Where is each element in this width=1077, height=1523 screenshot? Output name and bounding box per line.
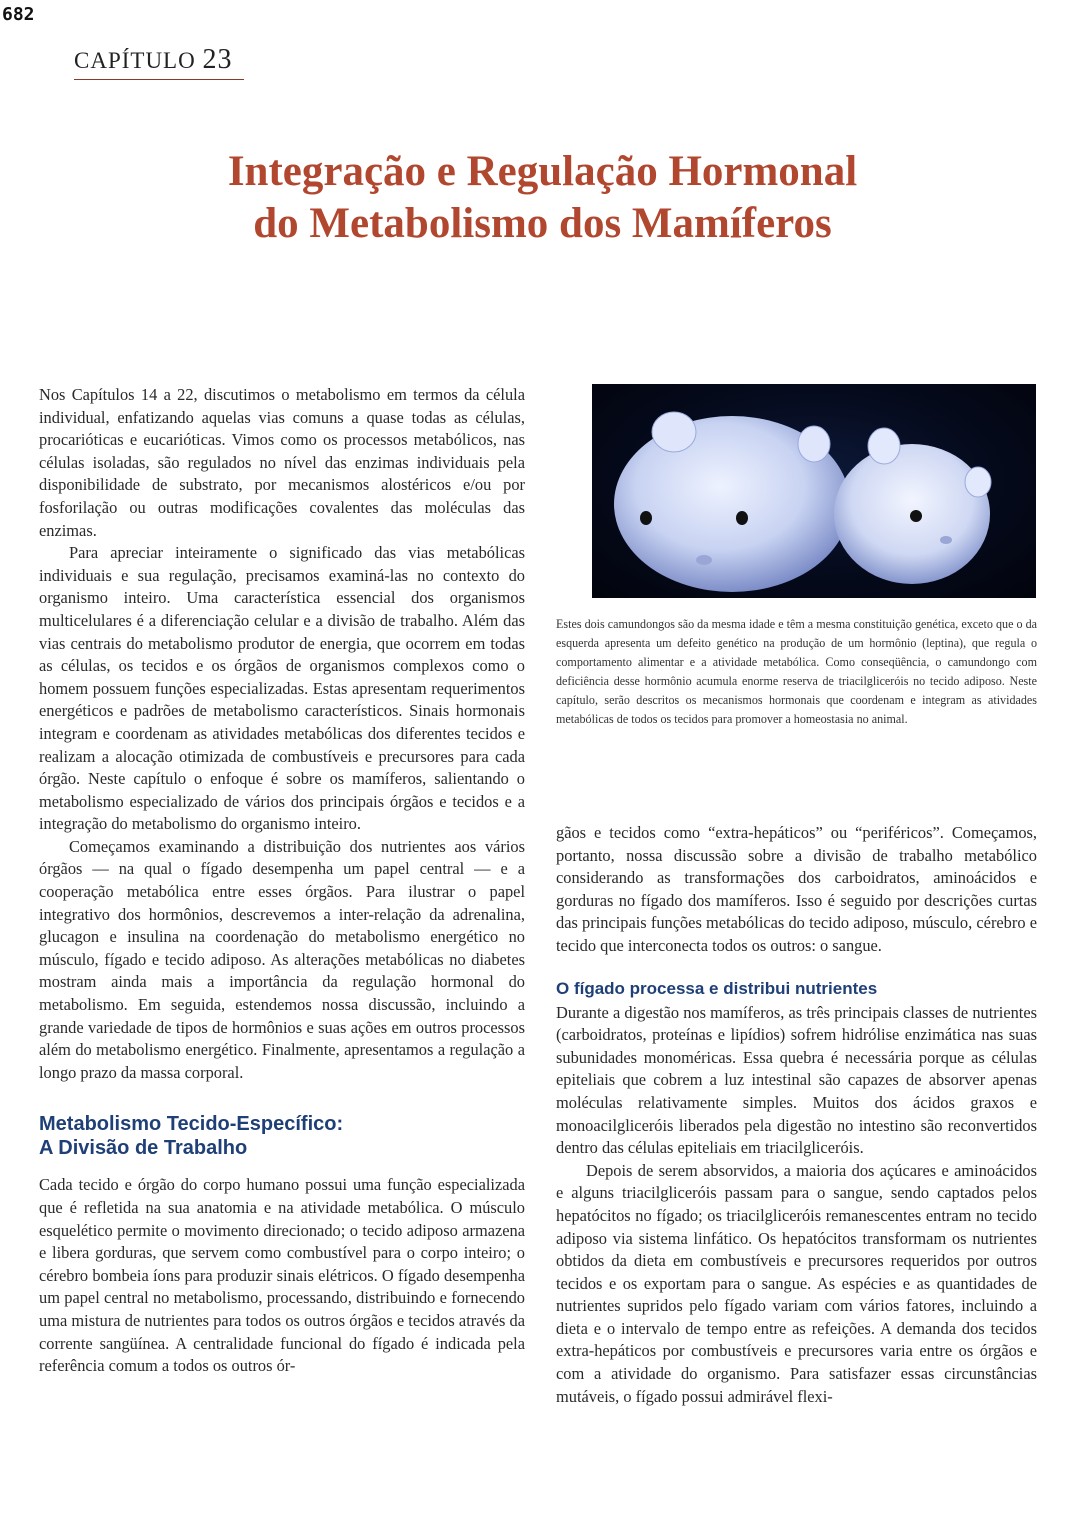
intro-paragraph-3: Começamos examinando a distribuição dos nutrientes aos vários órgãos — na qual o fígado desempenha um papel central — e a cooperação metabólica entre esses órgãos. Para ilustrar o papel integrativo dos hormônios, descrevemos a inter-relação da adrenalina, glucagon e insulina na coordenação do metabolismo energético no músculo, fígado e tecido adiposo. As alterações metabólicas no diabetes mostram ainda mais a importância da regulação hormonal do metabolismo. Em seguida, estendemos nossa discussão, incluindo a grande variedade de tipos de hormônios e suas ações em outros processos além do metabolismo energético. Finalmente, apresentamos a regulação a longo prazo da massa corporal. xyxy=(39,836,525,1082)
lean-mouse-ear-left xyxy=(868,428,900,464)
chapter-title-line-1: Integração e Regulação Hormonal xyxy=(227,148,858,195)
chapter-label xyxy=(74,44,244,80)
chapter-title-line-2: do Metabolismo dos Mamíferos xyxy=(253,200,832,247)
obese-mouse-ear-left xyxy=(652,412,696,452)
subsection-heading: O fígado processa e distribui nutrientes xyxy=(556,978,878,998)
section-heading-line-2: A Divisão de Trabalho xyxy=(39,1137,248,1160)
page-number: 682 xyxy=(2,4,35,25)
lean-mouse-nose xyxy=(940,536,952,544)
lean-mouse-ear-right xyxy=(965,467,991,497)
chapter-number: 23 xyxy=(202,44,233,75)
chapter-label-text: CAPÍTULO xyxy=(74,48,196,73)
obese-mouse-ear-right xyxy=(798,426,830,462)
figure-caption: Estes dois camundongos são da mesma idade e têm a mesma constituição genética, exceto que o da esquerda apresenta um defeito genético na produção de um hormônio (leptina), que regula o comportamento alimentar e a atividade metabólica. Como conseqüência, o camundongo com deficiência desse hormônio acumula enorme reserva de triacilgliceróis no tecido adiposo. Neste capítulo, serão descritos os mecanismos hormonais que coordenam e integram as atividades metabólicas de todos os tecidos para promover a homeostasia no animal. xyxy=(556,617,1037,726)
mice-illustration xyxy=(592,384,1036,598)
intro-paragraph-1: Nos Capítulos 14 a 22, discutimos o metabolismo em termos da célula individual, enfatizando aquelas vias comuns a quase todas as células, procarióticas e eucarióticas. Vimos como os processos metabólicos, nas células isoladas, são regulados no nível das enzimas individuais pela disponibilidade de substrato, por mecanismos alostéricos e/ou por fosforilação ou outras modificações covalentes das moléculas das enzimas. xyxy=(39,385,525,540)
subsection-paragraph-2: Depois de serem absorvidos, a maioria dos açúcares e aminoácidos e alguns triacilgliceróis passam para o sangue, sendo captados pelos hepatócitos no fígado; os triacilgliceróis remanescentes entram no tecido adiposo via sistema linfático. Os hepatócitos transformam os nutrientes obtidos da dieta em combustíveis e precursores requeridos por outros tecidos e os exportam para o sangue. As espécies e as quantidades de nutrientes supridos pelo fígado variam com vários fatores, incluindo a dieta e o intervalo de tempo entre as refeições. A demanda dos tecidos extra-hepáticos por combustíveis e precursores varia entre os órgãos e com a atividade do organismo. Para satisfazer essas circunstâncias mutáveis, o fígado possui admirável flexi- xyxy=(556,1160,1037,1406)
subsection-paragraph-1: Durante a digestão nos mamíferos, as três principais classes de nutrientes (carboidratos, proteínas e lipídios) sofrem hidrólise enzimática nas suas subunidades monoméricas. Essa quebra é necessária porque as células epiteliais que cobrem a luz intestinal são capazes de absorver apenas moléculas relativamente simples. Muitos dos ácidos graxos e monoacilgliceróis liberados pela digestão no intestino são reconvertidos dentro das células epiteliais em triacilgliceróis. xyxy=(556,1002,1037,1158)
continued-paragraph: gãos e tecidos como “extra-hepáticos” ou “periféricos”. Começamos, portanto, nossa discussão sobre a divisão de trabalho metabólico considerando as transformações dos carboidratos, aminoácidos e gorduras no fígado dos mamíferos. Isso é seguido por descrições curtas das principais funções metabólicas do tecido adiposo, músculo, cérebro e tecido que interconecta todos os outros: o sangue. xyxy=(556,823,1037,955)
obese-mouse-nose xyxy=(696,555,712,565)
lean-mouse-eye xyxy=(910,510,922,522)
section-heading-line-1: Metabolismo Tecido-Específico: xyxy=(39,1113,344,1136)
intro-paragraph-2: Para apreciar inteiramente o significado das vias metabólicas individuais e sua regulação, precisamos examiná-las no contexto do organismo inteiro. Uma característica essencial dos organismos multicelulares é a diferenciação celular e a divisão de trabalho. Além das vias centrais do metabolismo produtor de energia, que ocorrem em todas as células, os tecidos e os órgãos de organismos complexos como o homem possuem funções especializadas. Estas apresentam requerimentos energéticos e padrões de metabolismo característicos. Sinais hormonais integram e coordenam as atividades metabólicas dos diferentes tecidos e realizam a alocação otimizada de combustíveis e precursores para cada órgão. Neste capítulo o enfoque é sobre os mamíferos, salientando o metabolismo especializado de vários dos principais órgãos e tecidos e a integração do metabolismo do organismo inteiro. xyxy=(39,543,525,834)
section-paragraph-1: Cada tecido e órgão do corpo humano possui uma função especializada que é refletida na sua anatomia e na atividade metabólica. O músculo esquelético permite o movimento direcionado; o tecido adiposo armazena e libera gorduras, que servem como combustível para o corpo inteiro; o cérebro bombeia íons para produzir sinais elétricos. O fígado desempenha um papel central no metabolismo, processando, distribuindo e fornecendo uma mistura de nutrientes para todos os outros órgãos e tecidos através da corrente sangüínea. A centralidade funcional do fígado é indicada pela referência comum a todos os outros ór- xyxy=(39,1175,525,1376)
section-heading xyxy=(39,1112,525,1160)
right-column xyxy=(556,822,1037,1408)
obese-mouse-eye-left xyxy=(640,511,652,525)
obese-mouse-eye-right xyxy=(736,511,748,525)
left-column xyxy=(39,384,525,1378)
mice-photo xyxy=(592,384,1036,598)
chapter-title xyxy=(180,146,905,250)
